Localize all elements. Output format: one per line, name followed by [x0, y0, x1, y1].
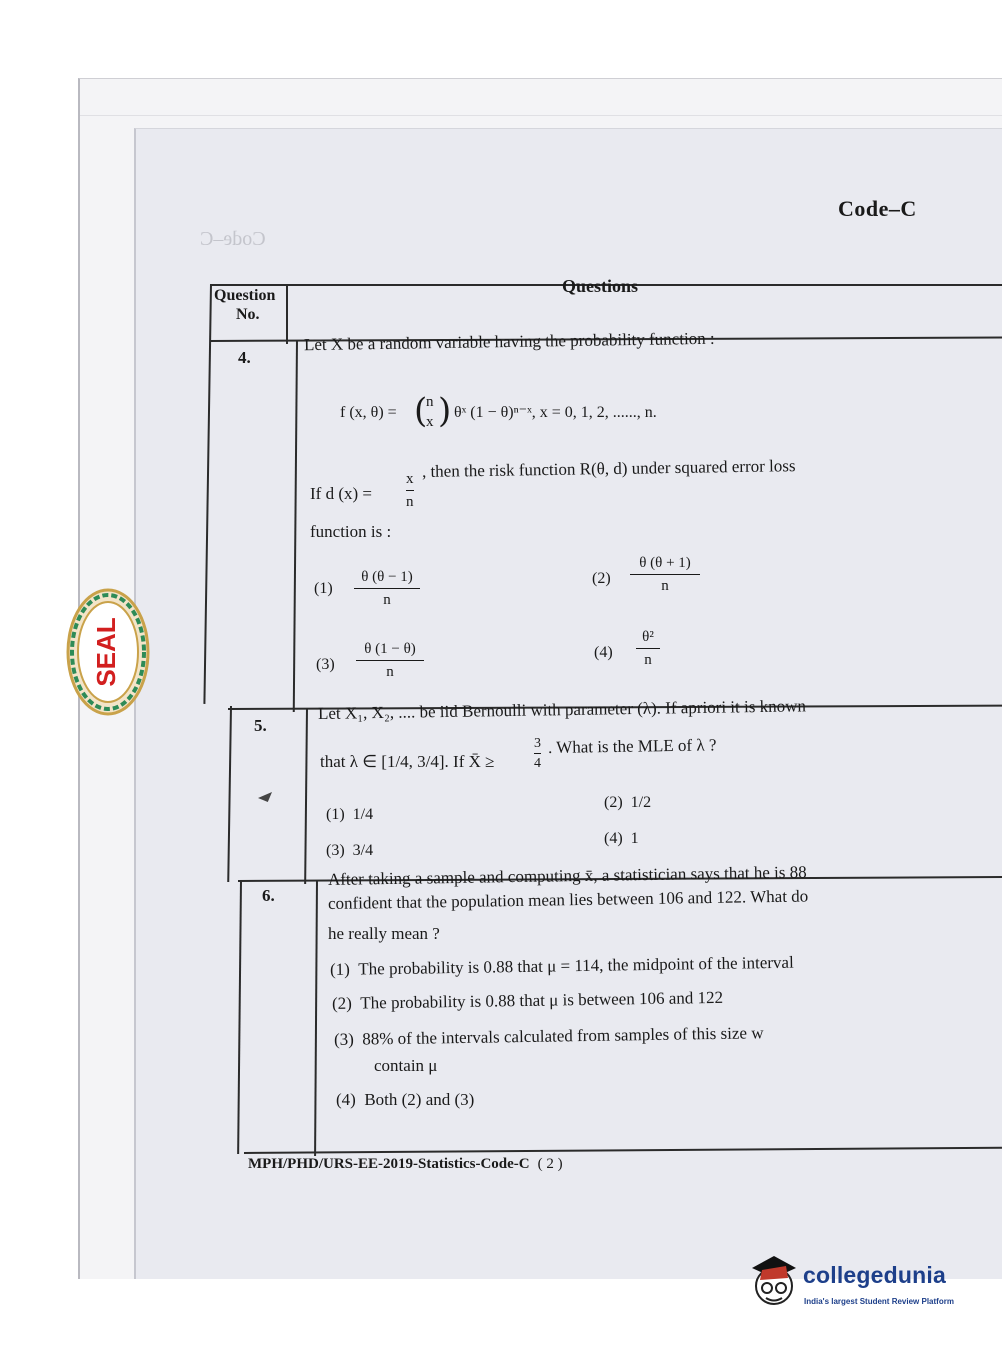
- q5-number: 5.: [254, 716, 267, 735]
- q4-option-2-label: (2): [592, 570, 611, 587]
- q4-option-2-fraction: θ (θ + 1) n: [630, 554, 700, 595]
- q4-pmf-lhs: f (x, θ) =: [340, 404, 397, 421]
- q4-stem: Let X be a random variable having the probability function :: [303, 328, 715, 355]
- q6-option-3-cont: contain μ: [374, 1056, 438, 1075]
- q4-binom-top: n: [426, 394, 434, 410]
- q4-option-4-label: (4): [594, 644, 613, 661]
- q4-d-fraction: [406, 470, 414, 511]
- q4-d-numerator: x: [406, 471, 414, 487]
- binom-left-paren: (: [414, 391, 428, 431]
- q4-number: 4.: [238, 348, 251, 367]
- q5-stem-line2a: that λ ∈ [1/4, 3/4]. If X̄ ≥: [320, 752, 495, 771]
- q4-option-3-fraction: θ (1 − θ) n: [356, 640, 424, 681]
- q4-then-text: , then the risk function R(θ, d) under squared error loss: [421, 456, 796, 481]
- q6-stem-line1: After taking a sample and computing x̄, a statistician says that he is 88: [327, 862, 807, 889]
- q4-d-denominator: n: [406, 494, 414, 510]
- q5-stem-line2b: . What is the MLE of λ ?: [547, 735, 717, 757]
- q5-option-2: (2) 1/2: [604, 794, 652, 811]
- q4-binom-bottom: x: [426, 414, 434, 430]
- bleed-through-code: Code–C: [200, 228, 266, 250]
- q5-option-1: (1) 1/4: [326, 806, 374, 823]
- q4-pmf-rhs: θˣ (1 − θ)ⁿ⁻ˣ, x = 0, 1, 2, ......, n.: [454, 404, 657, 421]
- paper-code: Code–C: [838, 196, 917, 221]
- question-no-header: [214, 286, 275, 324]
- confidential-seal-stamp: [64, 586, 152, 718]
- q4-option-3-label: (3): [316, 656, 335, 673]
- footer-code: MPH/PHD/URS-EE-2019-Statistics-Code-C: [248, 1156, 530, 1172]
- q6-option-2: (2) The probability is 0.88 that μ is between 106 and 122: [331, 987, 724, 1013]
- logo-wordmark: collegedunia: [803, 1262, 946, 1288]
- q5-option-3: (3) 3/4: [326, 842, 374, 859]
- header-no-label: No.: [236, 306, 260, 323]
- logo-tagline: India's largest Student Review Platform: [804, 1297, 954, 1306]
- header-question-label: Question: [214, 287, 276, 304]
- q6-stem-line3: he really mean ?: [328, 924, 440, 943]
- page-number: ( 2 ): [537, 1156, 563, 1172]
- q5-option-4: (4) 1: [604, 830, 639, 847]
- q6-stem-line2: confident that the population mean lies between 106 and 122. What do: [327, 886, 809, 913]
- q4-if-text: If d (x) =: [310, 484, 372, 503]
- q6-option-1: (1) The probability is 0.88 that μ = 114, the midpoint of the interval: [329, 952, 794, 979]
- q6-option-4: (4) Both (2) and (3): [336, 1090, 475, 1109]
- q6-number: 6.: [262, 886, 275, 905]
- svg-text:SEAL: SEAL: [90, 617, 121, 687]
- binom-right-paren: ): [438, 391, 452, 431]
- questions-header: Questions: [562, 276, 639, 296]
- q4-function-is: function is :: [310, 522, 392, 541]
- q5-fraction: 3 4: [534, 736, 541, 771]
- q4-option-4-fraction: θ² n: [636, 628, 660, 669]
- q5-stem-line1: Let X₁, X₂, .... be iid Bernoulli with parameter (λ). If apriori it is known: [317, 696, 807, 723]
- q6-option-3: (3) 88% of the intervals calculated from samples of this size w: [333, 1023, 764, 1049]
- table-col-divider-head: [286, 284, 288, 344]
- q4-option-1-fraction: θ (θ − 1) n: [354, 568, 420, 609]
- q4-option-1-label: (1): [314, 580, 333, 597]
- page-footer: [248, 1156, 563, 1173]
